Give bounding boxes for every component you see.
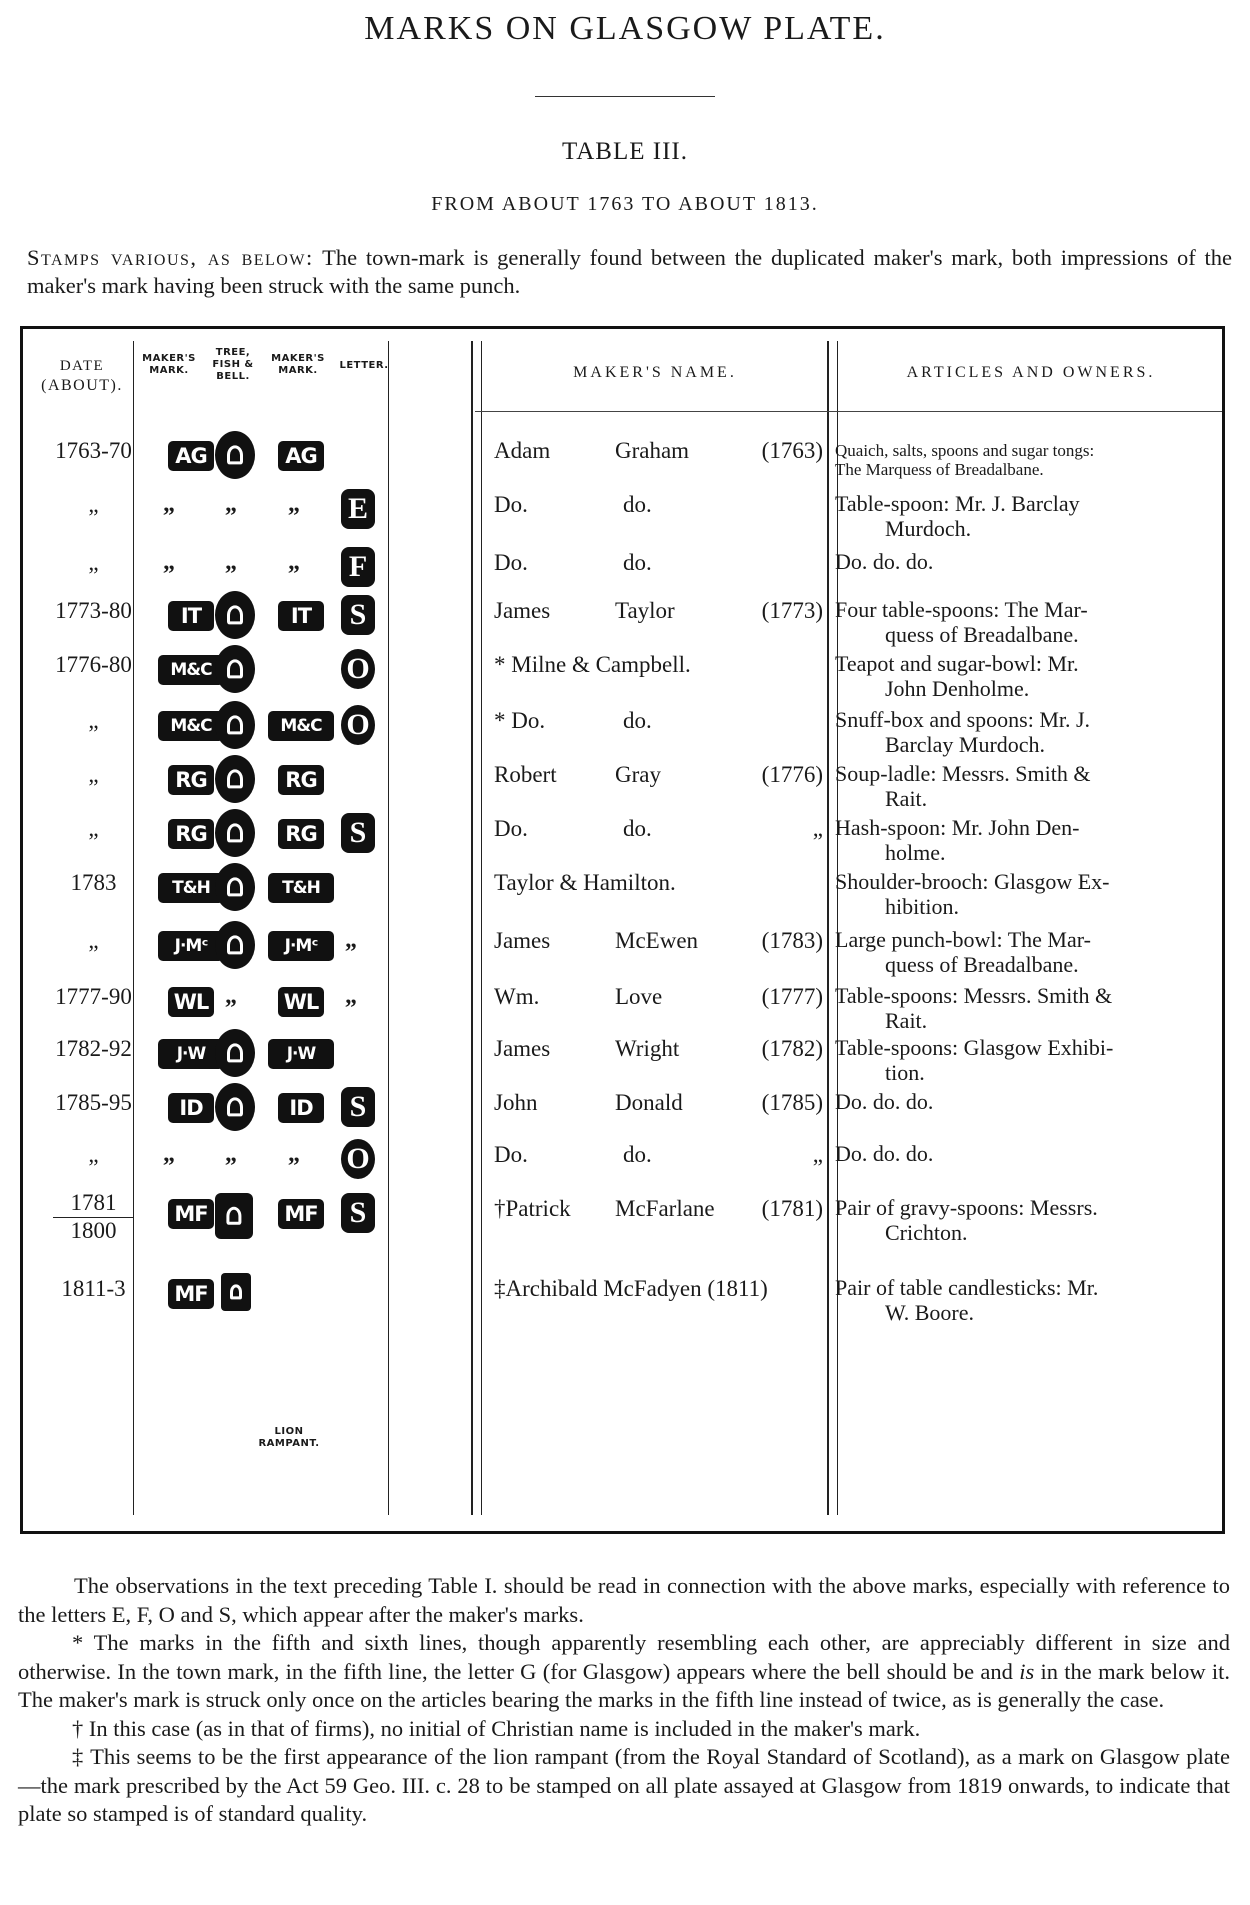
date-cell: „ (88, 708, 99, 733)
articles-line-2: The Marquess of Breadalbane. (835, 460, 1044, 479)
articles-cell (835, 815, 1220, 865)
date-cell: 1811-3 (61, 1276, 126, 1301)
ditto-mark: „ (163, 1141, 177, 1167)
maker-first-name: James (494, 928, 551, 953)
title-divider (535, 96, 715, 97)
town-mark-icon (215, 755, 255, 803)
maker-year: (1776) (761, 762, 823, 787)
ditto-mark: „ (225, 1141, 239, 1167)
table-row (23, 927, 1222, 977)
date-cell: „ (88, 762, 99, 787)
lion-rampant-label: LION RAMPANT. (258, 1426, 320, 1449)
ditto-mark: „ (288, 491, 302, 517)
footnotes (18, 1572, 1230, 1829)
maker-year: „ (812, 816, 823, 841)
ditto-mark: „ (288, 549, 302, 575)
table-row (23, 707, 1222, 757)
articles-line-2: Murdoch. (885, 516, 972, 541)
table-title: TABLE III. (561, 138, 688, 165)
maker-surname: Donald (615, 1090, 683, 1115)
town-mark-icon (215, 1083, 255, 1131)
articles-line-2: Rait. (885, 1008, 928, 1033)
maker-year: (1781) (761, 1196, 823, 1221)
maker-first-name: Wm. (494, 984, 540, 1009)
makers-mark-stamp: IT (168, 601, 214, 631)
date-cell: „ (88, 550, 99, 575)
ditto-mark: „ (288, 1141, 302, 1167)
maker-surname: Wright (615, 1036, 680, 1061)
makers-mark-stamp: J·Mᶜ (268, 931, 334, 961)
town-mark-icon (215, 863, 255, 911)
date-cell: 1783 (70, 870, 117, 895)
makers-mark-stamp: M&C (268, 711, 334, 741)
articles-line-1: Four table-spoons: The Mar- (835, 597, 1088, 622)
maker-year: (1773) (761, 598, 823, 623)
articles-cell (835, 651, 1220, 701)
intro-caps: Stamps various, as below: (27, 245, 314, 270)
articles-line-2: tion. (885, 1060, 925, 1085)
maker-year: (1783) (761, 928, 823, 953)
articles-line-2: W. Boore. (885, 1300, 975, 1325)
makers-mark-stamp: ID (278, 1093, 324, 1123)
ditto-mark: „ (345, 927, 359, 953)
articles-cell (835, 707, 1220, 757)
maker-first-name: James (494, 598, 551, 623)
ditto-mark: „ (225, 491, 239, 517)
makers-mark-stamp: J·W (268, 1039, 334, 1069)
table-row (23, 437, 1222, 487)
articles-line-1: Do. do. do. (835, 549, 934, 574)
articles-line-1: Snuff-box and spoons: Mr. J. (835, 707, 1091, 732)
intro-paragraph (27, 244, 1232, 300)
makers-mark-stamp: RG (168, 765, 214, 795)
maker-first-name: Adam (494, 438, 551, 463)
maker-first-name: Do. (494, 1142, 528, 1167)
articles-cell (835, 869, 1220, 919)
makers-mark-stamp: AG (278, 441, 324, 471)
makers-mark-stamp: M&C (158, 655, 224, 685)
articles-cell (835, 983, 1220, 1033)
table-row (23, 1141, 1222, 1191)
makers-mark-stamp: T&H (268, 873, 334, 903)
table-subtitle: FROM ABOUT 1763 TO ABOUT 1813. (431, 193, 819, 215)
articles-line-1: Table-spoons: Glasgow Exhibi- (835, 1035, 1114, 1060)
articles-line-2: Crichton. (885, 1220, 968, 1245)
articles-cell (835, 441, 1220, 479)
articles-line-2: hibition. (885, 894, 959, 919)
maker-surname: do. (623, 550, 652, 575)
maker-surname: Taylor (615, 598, 675, 623)
makers-mark-stamp: MF (168, 1279, 214, 1309)
articles-line-2: John Denholme. (885, 676, 1030, 701)
articles-cell (835, 1141, 1220, 1166)
date-cell: 1763-70 (55, 438, 132, 463)
maker-year: (1785) (761, 1090, 823, 1115)
maker-surname: McEwen (615, 928, 699, 953)
header-rule (475, 411, 1222, 412)
articles-line-1: Teapot and sugar-bowl: Mr. (835, 651, 1079, 676)
articles-cell (835, 597, 1220, 647)
footnote-asterisk-a: * The marks in the fifth and sixth lines, though apparently resembling each other, are appreciably different in size and otherwise. In the town mark, in the fifth line, the letter G (for Glasgow) appears where the bell should be and (18, 1630, 1230, 1684)
header-date-sub: (ABOUT). (41, 377, 123, 394)
table-row (23, 1035, 1222, 1085)
date-letter-stamp: S (341, 595, 375, 635)
date-cell: 1776-80 (55, 652, 132, 677)
header-makers-mark-2: MAKER'S MARK. (271, 353, 325, 376)
footnote-dagger: † In this case (as in that of firms), no initial of Christian name is included in the maker's mark. (72, 1715, 921, 1741)
maker-first-name: Robert (494, 762, 557, 787)
maker-first-name: Do. (494, 816, 528, 841)
maker-surname: do. (623, 1142, 652, 1167)
town-mark-icon (215, 701, 255, 749)
maker-surname: do. (623, 492, 652, 517)
makers-mark-stamp: AG (168, 441, 214, 471)
articles-line-1: Pair of table candlesticks: Mr. (835, 1275, 1099, 1300)
makers-mark-stamp: RG (168, 819, 214, 849)
maker-year: (1763) (761, 438, 823, 463)
articles-line-1: Pair of gravy-spoons: Messrs. (835, 1195, 1098, 1220)
articles-cell (835, 927, 1220, 977)
maker-surname: Love (615, 984, 663, 1009)
table-row (23, 1089, 1222, 1139)
articles-line-2: quess of Breadalbane. (885, 622, 1079, 647)
maker-name: Taylor & Hamilton. (494, 870, 676, 895)
date-letter-stamp: O (341, 1139, 375, 1179)
date-cell: 1773-80 (55, 598, 132, 623)
table-row (23, 869, 1222, 919)
date-cell: „ (88, 928, 99, 953)
makers-mark-stamp: T&H (158, 873, 224, 903)
marks-table (20, 326, 1225, 1534)
ditto-mark: „ (163, 491, 177, 517)
articles-line-1: Do. do. do. (835, 1089, 934, 1114)
maker-first-name: Do. (494, 550, 528, 575)
header-date-label: DATE (59, 358, 105, 374)
date-letter-stamp: O (341, 649, 375, 689)
date-cell: „ (88, 1142, 99, 1167)
makers-mark-stamp: ID (168, 1093, 214, 1123)
maker-name: ‡Archibald McFadyen (1811) (494, 1276, 768, 1301)
header-makers-mark-1: MAKER'S MARK. (142, 353, 196, 376)
date-cell-bottom: 1800 (70, 1218, 117, 1243)
maker-year: (1777) (761, 984, 823, 1009)
ditto-mark: „ (345, 983, 359, 1009)
town-mark-icon (215, 431, 255, 479)
footnote-double-dagger: ‡ This seems to be the first appearance of the lion rampant (from the Royal Standard of Scotland), as a mark on Glasgow plate—the mark prescribed by the Act 59 Geo. III. c. 28 to be stamped on all plate assayed at Glasgow from 1819 onwards, to indicate that plate so stamped is of standard quality. (18, 1744, 1230, 1826)
table-row (23, 1275, 1222, 1325)
articles-line-1: Quaich, salts, spoons and sugar tongs: (835, 441, 1095, 460)
town-mark-icon (215, 921, 255, 969)
maker-first-name: †Patrick (494, 1196, 571, 1221)
town-mark-icon (215, 809, 255, 857)
makers-mark-stamp: J·Mᶜ (158, 931, 224, 961)
header-tree-fish-bell: TREE, FISH & BELL. (212, 347, 254, 382)
maker-first-name: John (494, 1090, 538, 1115)
maker-first-name: James (494, 1036, 551, 1061)
maker-first-name: * Do. (494, 708, 546, 733)
articles-line-2: Rait. (885, 786, 928, 811)
footnote-asterisk-b: in the mark below it. The maker's mark is struck only once on the articles bearing the marks in the fifth line instead of twice, as is generally the case. (18, 1658, 1230, 1712)
articles-line-1: Do. do. do. (835, 1141, 934, 1166)
makers-mark-stamp: RG (278, 819, 324, 849)
date-letter-stamp: F (341, 547, 375, 587)
date-cell-top: 1781 (70, 1190, 117, 1215)
maker-name: * Milne & Campbell. (494, 652, 691, 677)
table-row (23, 815, 1222, 865)
table-row (23, 983, 1222, 1033)
ditto-mark: „ (163, 549, 177, 575)
makers-mark-stamp: MF (278, 1199, 324, 1229)
articles-line-1: Table-spoons: Messrs. Smith & (835, 983, 1113, 1008)
footnote-observations: The observations in the text preceding Table I. should be read in connection with the above marks, especially with reference to the letters E, F, O and S, which appear after the maker's marks. (18, 1573, 1230, 1627)
maker-year: (1782) (761, 1036, 823, 1061)
maker-surname: McFarlane (615, 1196, 715, 1221)
page-title: MARKS ON GLASGOW PLATE. (364, 10, 886, 47)
date-letter-stamp: S (341, 813, 375, 853)
date-cell: 1777-90 (55, 984, 132, 1009)
maker-surname: Graham (615, 438, 690, 463)
articles-line-1: Table-spoon: Mr. J. Barclay (835, 491, 1080, 516)
town-mark-icon (215, 1029, 255, 1077)
date-cell: 1785-95 (55, 1090, 132, 1115)
makers-mark-stamp: WL (168, 987, 214, 1017)
articles-line-2: holme. (885, 840, 946, 865)
ditto-mark: „ (225, 983, 239, 1009)
date-letter-stamp: O (341, 705, 375, 745)
table-row (23, 1190, 1222, 1245)
town-mark-icon (215, 591, 255, 639)
maker-surname: do. (623, 708, 652, 733)
date-cell: „ (88, 816, 99, 841)
maker-year: „ (812, 1142, 823, 1167)
header-makers-name: MAKER'S NAME. (573, 364, 737, 381)
date-letter-stamp: S (341, 1087, 375, 1127)
header-date (37, 356, 127, 396)
makers-mark-stamp: WL (278, 987, 324, 1017)
date-letter-stamp: E (341, 489, 375, 529)
maker-first-name: Do. (494, 492, 528, 517)
articles-line-2: quess of Breadalbane. (885, 952, 1079, 977)
intro-text: The town-mark is generally found between the duplicated maker's mark, both impressions of the maker's mark having been struck with the same punch. (27, 245, 1233, 298)
table-row (23, 597, 1222, 647)
maker-surname: do. (623, 816, 652, 841)
makers-mark-stamp: MF (168, 1199, 214, 1229)
date-cell: „ (88, 492, 99, 517)
tree-icon (215, 1193, 253, 1239)
table-row (23, 549, 1222, 599)
table-row (23, 491, 1222, 541)
makers-mark-stamp: RG (278, 765, 324, 795)
articles-cell (835, 761, 1220, 811)
articles-cell (835, 491, 1220, 541)
table-row (23, 761, 1222, 811)
articles-line-2: Barclay Murdoch. (885, 732, 1046, 757)
table-row (23, 651, 1222, 701)
ditto-mark: „ (225, 549, 239, 575)
articles-cell (835, 1195, 1220, 1245)
articles-cell (835, 1275, 1220, 1325)
date-cell: 1782-92 (55, 1036, 132, 1061)
articles-cell (835, 1035, 1220, 1085)
articles-line-1: Large punch-bowl: The Mar- (835, 927, 1091, 952)
lion-rampant-icon (221, 1273, 251, 1311)
makers-mark-stamp: M&C (158, 711, 224, 741)
maker-surname: Gray (615, 762, 661, 787)
articles-line-1: Soup-ladle: Messrs. Smith & (835, 761, 1091, 786)
header-articles: ARTICLES AND OWNERS. (906, 364, 1156, 381)
town-mark-icon (215, 645, 255, 693)
footnote-asterisk (18, 1629, 1230, 1715)
articles-cell (835, 1089, 1220, 1114)
articles-cell (835, 549, 1220, 574)
articles-line-1: Shoulder-brooch: Glasgow Ex- (835, 869, 1110, 894)
header-letter: LETTER. (339, 360, 389, 371)
date-letter-stamp: S (341, 1193, 375, 1233)
makers-mark-stamp: J·W (158, 1039, 224, 1069)
makers-mark-stamp: IT (278, 601, 324, 631)
articles-line-1: Hash-spoon: Mr. John Den- (835, 815, 1080, 840)
footnote-asterisk-em: is (1019, 1658, 1035, 1684)
